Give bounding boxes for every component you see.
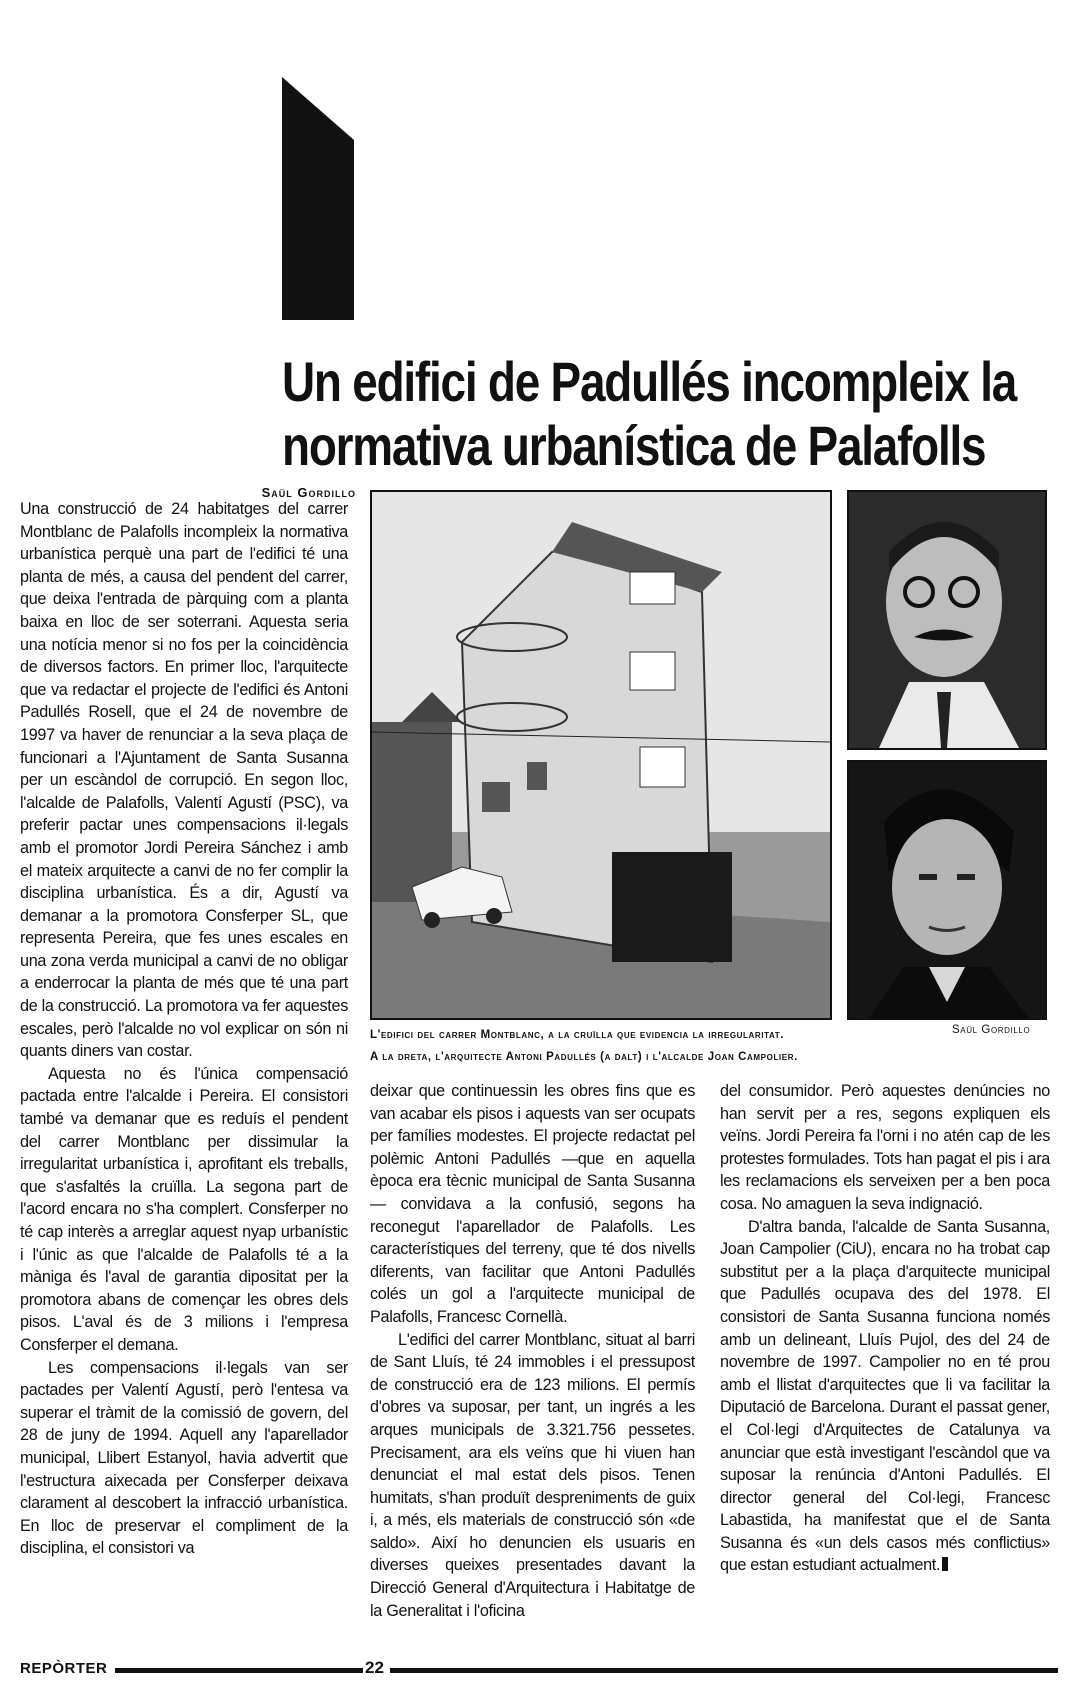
- article-column-2: [370, 1080, 695, 1622]
- headline-line-1: Un edifici de Padullés incompleix la: [282, 350, 1017, 413]
- byline: Saül Gordillo: [261, 485, 356, 500]
- paragraph: deixar que continuessin les obres fins que es van acabar els pisos i aquests van ser ocupats per famílies modestes. El projecte redactat pel polèmic Antoni Padullés —que en aquella època era tècnic municipal de Santa Susanna— convidava a la confusió, segons ha reconegut l'aparellador de Palafolls. Les característiques del terreny, que té dos nivells diferents, van facilitar que Antoni Padullés colés un gol a l'arquitecte municipal de Palafolls, Francesc Cornellà.: [370, 1082, 695, 1326]
- footer-rule: [390, 1668, 1058, 1673]
- article-column-3: [720, 1080, 1050, 1577]
- paragraph: L'edifici del carrer Montblanc, situat al barri de Sant Lluís, té 24 immobles i el pressupost de construcció era de 123 milions. El permís d'obres va suposar, per tant, un ingrés a les arques municipals de 3.321.756 pessetes. Precisament, ara els veïns que hi viuen han denunciat el mal estat dels pisos. Tenen humitats, s'han produït despreniments de guix i, a més, els materials de construcció són «de saldo». Així ho denuncien els usuaris en diverses queixes presentades davant la Direcció General d'Arquitectura i Habitatge de la Generalitat i l'oficina: [370, 1330, 695, 1620]
- photo-credit: Saül Gordillo: [952, 1024, 1031, 1036]
- article-column-1: [20, 498, 348, 1560]
- caption-line-2: A la dreta, l'arquitecte Antoni Padullés (a dalt) i l'alcalde Joan Campolier.: [370, 1051, 798, 1063]
- paragraph: Una construcció de 24 habitatges del carrer Montblanc de Palafolls incompleix la normativa urbanística perquè una part de l'edifici té una planta de més, a causa del pendent del carrer, que deixa l'entrada de pàrquing com a planta baixa en lloc de ser soterrani. Aquesta seria una notícia menor si no fos per la coincidència de diversos factors. En primer lloc, l'arquitecte que va redactar el projecte de l'edifici és Antoni Padullés Rosell, que el 24 de novembre de 1997 va haver de renunciar a la seva plaça de funcionari a l'Ajuntament de Santa Susanna per un escàndol de corrupció. En segon lloc, l'alcalde de Palafolls, Valentí Agustí (PSC), va preferir pactar unes compensacions il·legals amb el promotor Jordi Pereira Sánchez i amb el mateix arquitecte a canvi de no fer complir la disciplina urbanística. És a dir, Agustí va demanar a la promotora Consferper SL, que representa Pereira, que fes unes escales en una zona verda municipal a canvi de no obligar a enderrocar la planta de més que té una part de la construcció. La promotora va fer aquestes escales, però l'alcalde no vol explicar on són ni quants diners van costar.: [20, 500, 348, 1061]
- paragraph: Aquesta no és l'única compensació pactada entre l'alcalde i Pereira. El consistori també va demanar que es reduís el pendent del carrer Montblanc per dissimular la irregularitat urbanística i, aprofitant els treballs, que s'asfaltés la cruïlla. La segona part de l'acord encara no s'ha complert. Consferper no té cap interès a arreglar aquest nyap urbanístic i l'únic as que l'alcalde de Palafolls té a la màniga és l'aval de garantia dipositat per la promotora abans de començar les obres dels pisos. L'aval és de 3 milions i l'empresa Consferper el demana.: [20, 1064, 348, 1354]
- paragraph: del consumidor. Però aquestes denúncies no han servit per a res, segons expliquen els veïns. Jordi Pereira fa l'orni i no atén cap de les protestes formulades. Tots han pagat el pis i ara les reclamacions els serveixen per a ben poca cosa. No amaguen la seva indignació.: [720, 1082, 1050, 1213]
- magazine-brand: REPÒRTER: [20, 1660, 108, 1677]
- building-photo: [370, 490, 832, 1020]
- paragraph: [720, 1216, 1050, 1578]
- footer-rule: [115, 1668, 363, 1673]
- portrait-photo-mayor: [847, 760, 1047, 1020]
- portrait-architect-illustration: [849, 492, 1045, 748]
- headline-line-2: normativa urbanística de Palafolls: [282, 414, 986, 477]
- page-number: 22: [365, 1658, 384, 1677]
- paragraph-text: D'altra banda, l'alcalde de Santa Susanna, Joan Campolier (CiU), encara no ha trobat cap substitut per a la plaça d'arquitecte municipal que Padullés ocupava des del 1978. El consistori de Santa Susanna funciona només amb un delineant, Lluís Pujol, des del 24 de novembre de 1997. Campolier no en té prou amb el llistat d'arquitectes que li va facilitar la Diputació de Barcelona. Durant el passat gener, el Col·legi d'Arquitectes de Catalunya va anunciar que està investigant l'escàndol que va suposar la renúncia d'Antoni Padullés. El director general del Col·legi, Francesc Labastida, ha manifestat que el de Santa Susanna és «un dels casos més conflictius» que estan estudiant actualment.: [720, 1217, 1050, 1575]
- building-illustration: [372, 492, 830, 1018]
- page-footer: [20, 1660, 1060, 1680]
- portrait-mayor-illustration: [849, 762, 1045, 1018]
- portrait-photo-architect: [847, 490, 1047, 750]
- photo-caption: [370, 1024, 1050, 1068]
- headline: [282, 350, 1017, 478]
- end-of-article-mark: [942, 1557, 948, 1571]
- caption-line-1: L'edifici del carrer Montblanc, a la cruïlla que evidencia la irregularitat.: [370, 1029, 785, 1041]
- paragraph: Les compensacions il·legals van ser pactades per Valentí Agustí, però l'entesa va superar el tràmit de la comissió de govern, del 28 de juny de 1994. Aquell any l'aparellador municipal, Llibert Estanyol, havia advertit que l'estructura aixecada per Consferper deixava clarament al descobert la infracció urbanística. En lloc de preservar el compliment de la disciplina, el consistori va: [20, 1358, 348, 1558]
